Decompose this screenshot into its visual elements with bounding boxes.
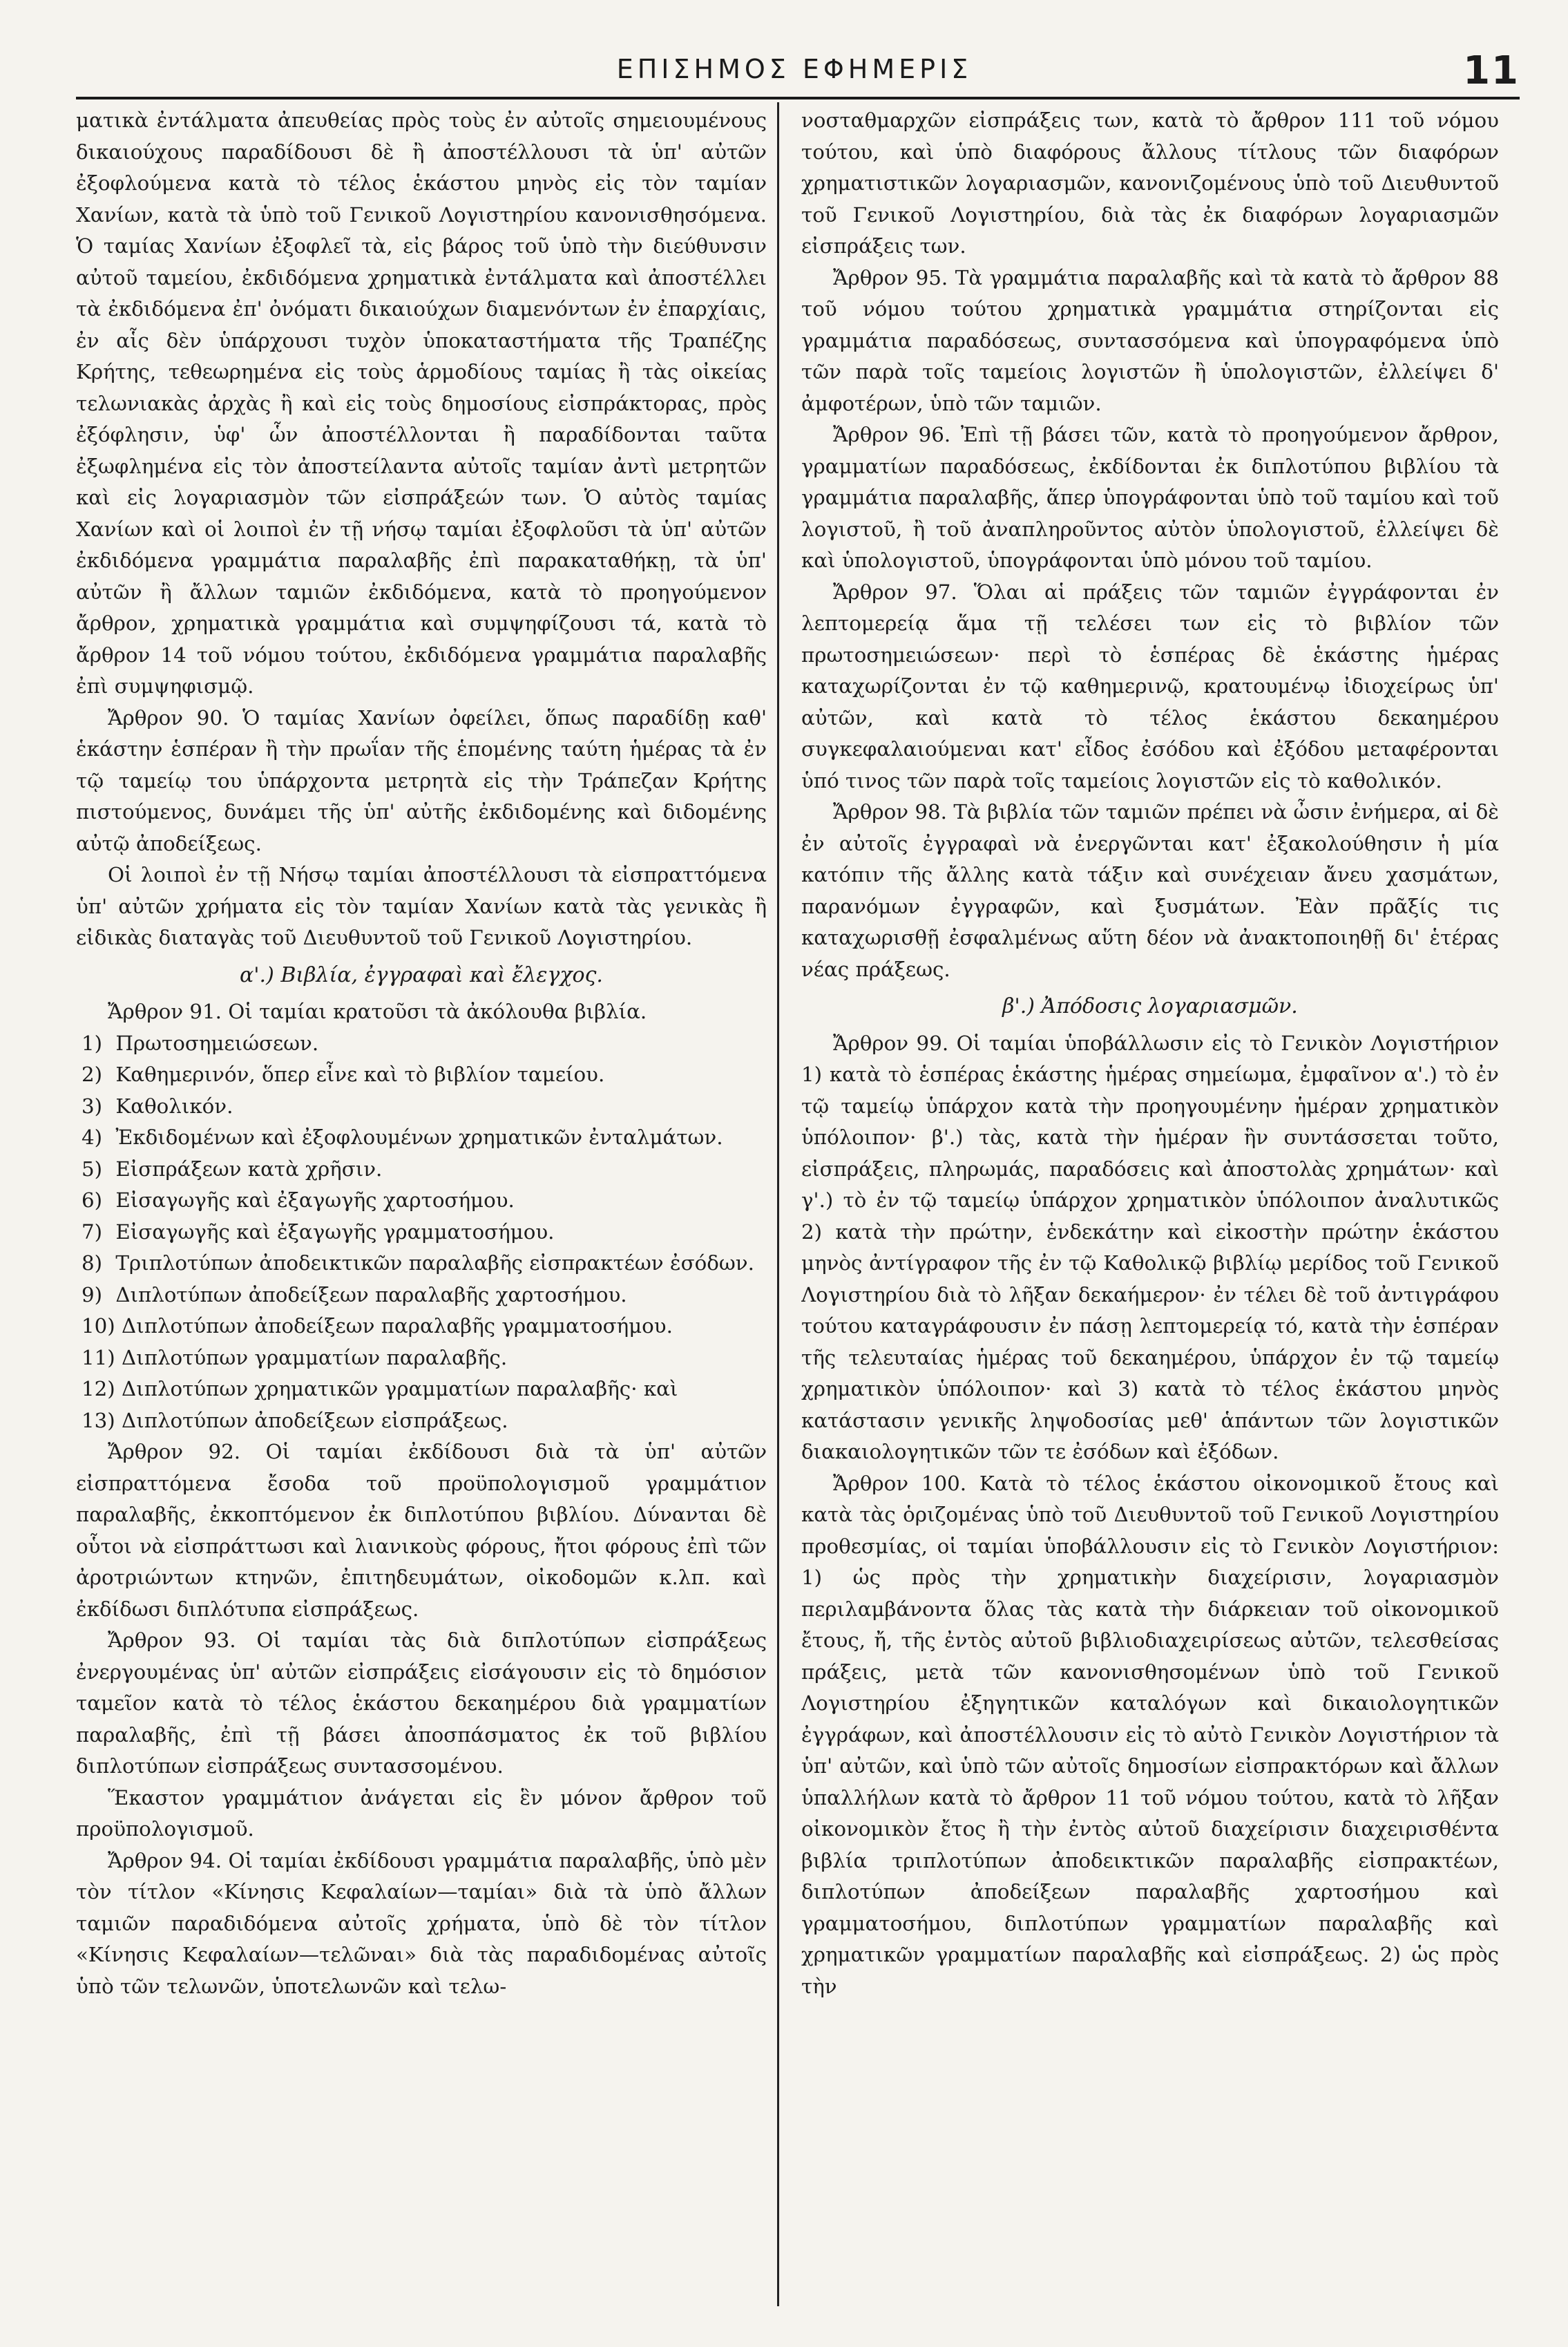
paragraph: νοσταθμαρχῶν εἰσπράξεις των, κατὰ τὸ ἄρθρον 111 τοῦ νόμου τούτου, καὶ ὑπὸ διαφόρους ἄλλους τίτλους τῶν διαφόρων χρηματιστικῶν λογαριασμῶν, κανονιζομένους ὑπὸ τοῦ Διευθυντοῦ τοῦ Γενικοῦ Λογιστηρίου, διὰ τὰς ἐκ διαφόρων λογαριασμῶν εἰσπράξεις των.: [801, 108, 1499, 258]
paragraph: Οἱ λοιποὶ ἐν τῇ Νήσῳ ταμίαι ἀποστέλλουσι τὰ εἰσπραττόμενα ὑπ' αὐτῶν χρήματα εἰς τὸν ταμίαν Χανίων κατὰ τὰς γενικὰς ἢ εἰδικὰς διαταγὰς τοῦ Διευθυντοῦ τοῦ Γενικοῦ Λογιστηρίου.: [76, 863, 767, 949]
list-item: 11) Διπλοτύπων γραμματίων παραλαβῆς.: [82, 1345, 508, 1369]
list-item: 8) Τριπλοτύπων ἀποδεικτικῶν παραλαβῆς εἰσπρακτέων ἐσόδων.: [82, 1251, 754, 1275]
books-list: [76, 1028, 767, 1437]
article-98: Ἄρθρον 98. Τὰ βιβλία τῶν ταμιῶν πρέπει νὰ ὦσιν ἐνήμερα, αἱ δὲ ἐν αὐτοῖς ἐγγραφαὶ νὰ ἐνεργῶνται κατ' ἐξακολούθησιν ἡ μία κατόπιν τῆς ἄλλης κατὰ τάξιν καὶ συνέχειαν ἄνευ χασμάτων, παρανόμων ἐγγραφῶν, καὶ ξυσμάτων. Ἐὰν πρᾶξίς τις καταχωρισθῇ ἐσφαλμένως αὕτη δέον νὰ ἀνακτοποιηθῇ δι' ἑτέρας νέας πράξεως.: [801, 800, 1499, 981]
list-item: 10) Διπλοτύπων ἀποδείξεων παραλαβῆς γραμματοσήμου.: [82, 1314, 673, 1338]
newspaper-title: ΕΠΙΣΗΜΟΣ ΕΦΗΜΕΡΙΣ: [616, 54, 973, 84]
right-column: [801, 105, 1499, 2302]
list-item: 1) Πρωτοσημειώσεων.: [82, 1031, 319, 1055]
list-item: 4) Ἐκδιδομένων καὶ ἐξοφλουμένων χρηματικῶν ἐνταλμάτων.: [82, 1125, 723, 1149]
article-99: Ἄρθρον 99. Οἱ ταμίαι ὑποβάλλωσιν εἰς τὸ Γενικὸν Λογιστήριον 1) κατὰ τὸ ἑσπέρας ἑκάστης ἡμέρας σημείωμα, ἐμφαῖνον α'.) τὸ ἐν τῷ ταμείῳ ὑπάρχον κατὰ τὴν προηγουμένην ἡμέραν χρηματικὸν ὑπόλοιπον· β'.) τὰς, κατὰ τὴν ἡμέραν ἣν συντάσσεται τοῦτο, εἰσπράξεις, πληρωμάς, παραδόσεις καὶ ἀποστολὰς χρημάτων· καὶ γ'.) τὸ ἐν τῷ ταμείῳ ὑπάρχον χρηματικὸν ὑπόλοιπον ἀναλυτικῶς 2) κατὰ τὴν πρώτην, ἑνδεκάτην καὶ εἰκοστὴν πρώτην ἑκάστου μηνὸς ἀντίγραφον τῆς ἐν τῷ Καθολικῷ βιβλίῳ μερίδος τοῦ Γενικοῦ Λογιστηρίου διὰ τὸ λῆξαν δεκαήμερον· ἐν τέλει δὲ τοῦ ἀντιγράφου τούτου καταγράφουσιν ἐν πάσῃ λεπτομερείᾳ τό, κατὰ τὴν ἑσπέραν τῆς τελευταίας ἡμέρας τοῦ δεκαημέρου, ὑπάρχον ἐν τῷ ταμείῳ χρηματικὸν ὑπόλοιπον· καὶ 3) κατὰ τὸ τέλος ἑκάστου μηνὸς κατάστασιν γενικῆς ληψοδοσίας μεθ' ἁπάντων τῶν λογιστικῶν διακαιολογητικῶν τῶν τε ἐσόδων καὶ ἐξόδων.: [801, 1031, 1499, 1463]
article-90: Ἄρθρον 90. Ὁ ταμίας Χανίων ὀφείλει, ὅπως παραδίδῃ καθ' ἑκάστην ἑσπέραν ἢ τὴν πρωΐαν τῆς ἑπομένης ταύτη ἡμέρας τὰ ἐν τῷ ταμείῳ του ὑπάρχοντα μετρητὰ εἰς τὴν Τράπεζαν Κρήτης πιστούμενος, δυνάμει τῆς ὑπ' αὐτῆς ἐκδιδομένης καὶ διδομένης αὐτῷ ἀποδείξεως.: [76, 705, 767, 855]
page-header: [69, 48, 1520, 94]
paragraph: Ἕκαστον γραμμάτιον ἀνάγεται εἰς ἓν μόνον ἄρθρον τοῦ προϋπολογισμοῦ.: [76, 1785, 767, 1841]
article-91: Ἄρθρον 91. Οἱ ταμίαι κρατοῦσι τὰ ἀκόλουθα βιβλία.: [108, 1000, 647, 1023]
article-94: Ἄρθρον 94. Οἱ ταμίαι ἐκδίδουσι γραμμάτια παραλαβῆς, ὑπὸ μὲν τὸν τίτλον «Κίνησις Κεφαλαίων—ταμίαι» διὰ τὰ ὑπὸ ἄλλων ταμιῶν παραδιδόμενα αὐτοῖς χρήματα, ὑπὸ δὲ τὸν τίτλον «Κίνησις Κεφαλαίων—τελῶναι» διὰ τὰς παραδιδομένας αὐτοῖς ὑπὸ τῶν τελωνῶν, ὑποτελωνῶν καὶ τελω-: [76, 1848, 767, 1998]
header-rule: [76, 97, 1520, 99]
list-item: 9) Διπλοτύπων ἀποδείξεων παραλαβῆς χαρτοσήμου.: [82, 1282, 627, 1306]
list-item: 3) Καθολικόν.: [82, 1094, 233, 1118]
section-heading-accounts: β'.) Ἀπόδοσις λογαριασμῶν.: [1002, 994, 1298, 1018]
article-100: Ἄρθρον 100. Κατὰ τὸ τέλος ἑκάστου οἰκονομικοῦ ἔτους καὶ κατὰ τὰς ὁριζομένας ὑπὸ τοῦ Διευθυντοῦ τοῦ Γενικοῦ Λογιστηρίου προθεσμίας, οἱ ταμίαι ὑποβάλλουσιν εἰς τὸ Γενικὸν Λογιστήριον: 1) ὡς πρὸς τὴν χρηματικὴν διαχείρισιν, λογαριασμὸν περιλαμβάνοντα ὅλας τὰς κατὰ τὴν διάρκειαν τοῦ οἰκονομικοῦ ἔτους, ἤ, τῆς ἐντὸς αὐτοῦ βιβλιοδιαχειρίσεως αὐτῶν, τελεσθείσας πράξεις, μετὰ τῶν κανονισθησομένων ὑπὸ τοῦ Γενικοῦ Λογιστηρίου ἐξηγητικῶν καταλόγων καὶ δικαιολογητικῶν ἐγγράφων, καὶ ἀποστέλλουσιν εἰς τὸ αὐτὸ Γενικὸν Λογιστήριον τὰ ὑπ' αὐτῶν, καὶ ὑπὸ τῶν αὐτοῖς δημοσίων εἰσπρακτόρων καὶ ἄλλων ὑπαλλήλων κατὰ τὸ ἄρθρον 11 τοῦ νόμου τούτου, κατὰ τὸ λῆξαν οἰκονομικὸν ἔτος ἢ τὴν ἐντὸς αὐτοῦ διαχείρισιν διαχειρισθέντα βιβλία τριπλοτύπων ἀποδεικτικῶν παραλαβῆς εἰσπρακτέων, διπλοτύπων ἀποδείξεων παραλαβῆς χαρτοσήμου καὶ γραμματοσήμου, διπλοτύπων γραμματίων παραλαβῆς καὶ χρηματικῶν γραμματίων παραλαβῆς καὶ εἰσπράξεως. 2) ὡς πρὸς τὴν: [801, 1471, 1499, 1998]
list-item: 12) Διπλοτύπων χρηματικῶν γραμματίων παραλαβῆς· καὶ: [82, 1377, 678, 1400]
paragraph: ματικὰ ἐντάλματα ἀπευθείας πρὸς τοὺς ἐν αὐτοῖς σημειουμένους δικαιούχους παραδίδουσι δὲ ἢ ἀποστέλλουσι τὰ ὑπ' αὐτῶν ἐξοφλούμενα κατὰ τὸ τέλος ἑκάστου μηνὸς εἰς τὸν ταμίαν Χανίων, κατὰ τὰ ὑπὸ τοῦ Γενικοῦ Λογιστηρίου κανονισθησόμενα. Ὁ ταμίας Χανίων ἐξοφλεῖ τὰ, εἰς βάρος τοῦ ὑπὸ τὴν διεύθυνσιν αὐτοῦ ταμείου, ἐκδιδόμενα χρηματικὰ ἐντάλματα καὶ ἀποστέλλει τὰ ἐκδιδόμενα ἐπ' ὀνόματι δικαιούχων διαμενόντων ἐν ἐπαρχίαις, ἐν αἷς δὲν ὑπάρχουσι τυχὸν ὑποκαταστήματα τῆς Τραπέζης Κρήτης, τεθεωρημένα εἰς τοὺς ἁρμοδίους ταμίας ἢ τὰς οἰκείας τελωνιακὰς ἀρχὰς ἢ καὶ εἰς τοὺς δημοσίους εἰσπράκτορας, πρὸς ἐξόφλησιν, ὑφ' ὧν ἀποστέλλονται ἢ παραδίδονται ταῦτα ἐξωφλημένα εἰς τὸν ἀποστείλαντα αὐτοῖς ταμίαν ἀντὶ μετρητῶν καὶ εἰς λογαριασμὸν τῶν εἰσπράξεών των. Ὁ αὐτὸς ταμίας Χανίων καὶ οἱ λοιποὶ ἐν τῇ νήσῳ ταμίαι ἐξοφλοῦσι τὰ ὑπ' αὐτῶν ἐκδιδόμενα γραμμάτια παραλαβῆς ἐπὶ παρακαταθήκῃ, τὰ ὑπ' αὐτῶν ἢ ἄλλων ταμιῶν ἐκδιδόμενα, κατὰ τὸ προηγούμενον ἄρθρον, χρηματικὰ γραμμάτια καὶ συμψηφίζουσι τά, κατὰ τὸ ἄρθρον 14 τοῦ νόμου τούτου, ἐκδιδόμενα γραμμάτια παραλαβῆς ἐπὶ συμψηφισμῷ.: [76, 108, 767, 698]
list-item: 7) Εἰσαγωγῆς καὶ ἐξαγωγῆς γραμματοσήμου.: [82, 1219, 555, 1244]
section-heading-books: α'.) Βιβλία, ἐγγραφαὶ καὶ ἔλεγχος.: [240, 962, 603, 987]
list-item: 6) Εἰσαγωγῆς καὶ ἐξαγωγῆς χαρτοσήμου.: [82, 1188, 515, 1212]
list-item: 13) Διπλοτύπων ἀποδείξεων εἰσπράξεως.: [82, 1408, 508, 1432]
article-95: Ἄρθρον 95. Τὰ γραμμάτια παραλαβῆς καὶ τὰ κατὰ τὸ ἄρθρον 88 τοῦ νόμου τούτου χρηματικὰ γραμμάτια στηρίζονται εἰς γραμμάτια παραδόσεως, συντασσόμενα καὶ ὑπογραφόμενα ὑπὸ τῶν παρὰ τοῖς ταμείοις λογιστῶν ἢ ὑπολογιστῶν, ἐλλείψει δ' ἀμφοτέρων, ὑπὸ τῶν ταμιῶν.: [801, 265, 1499, 415]
article-96: Ἄρθρον 96. Ἐπὶ τῇ βάσει τῶν, κατὰ τὸ προηγούμενον ἄρθρον, γραμματίων παραδόσεως, ἐκδίδονται ἐκ διπλοτύπου βιβλίου τὰ γραμμάτια παραλαβῆς, ἅπερ ὑπογράφονται ὑπὸ τοῦ ταμίου καὶ τοῦ λογιστοῦ, ἢ τοῦ ἀναπληροῦντος αὐτὸν ὑπολογιστοῦ, ἐλλείψει δὲ καὶ ὑπολογιστοῦ, ὑπογράφονται ὑπὸ μόνου τοῦ ταμίου.: [801, 423, 1499, 572]
article-97: Ἄρθρον 97. Ὅλαι αἱ πράξεις τῶν ταμιῶν ἐγγράφονται ἐν λεπτομερείᾳ ἅμα τῇ τελέσει των εἰς τὸ βιβλίον τῶν πρωτοσημειώσεων· περὶ τὸ ἑσπέρας δὲ ἑκάστης ἡμέρας καταχωρίζονται ἐν τῷ καθημερινῷ, κρατουμένῳ ἰδιοχείρως ὑπ' αὐτῶν, καὶ κατὰ τὸ τέλος ἑκάστου δεκαημέρου συγκεφαλαιούμεναι κατ' εἶδος ἐσόδου καὶ ἐξόδου μεταφέρονται ὑπό τινος τῶν παρὰ τοῖς ταμείοις λογιστῶν εἰς τὸ καθολικόν.: [801, 580, 1499, 792]
article-93: Ἄρθρον 93. Οἱ ταμίαι τὰς διὰ διπλοτύπων εἰσπράξεως ἐνεργουμένας ὑπ' αὐτῶν εἰσπράξεις εἰσάγουσιν εἰς τὸ δημόσιον ταμεῖον κατὰ τὸ τέλος ἑκάστου δεκαημέρου διὰ γραμματίων παραλαβῆς, ἐπὶ τῇ βάσει ἀποσπάσματος ἐκ τοῦ βιβλίου διπλοτύπων εἰσπράξεως συντασσομένου.: [76, 1628, 767, 1778]
list-item: 2) Καθημερινόν, ὅπερ εἶνε καὶ τὸ βιβλίον ταμείου.: [82, 1063, 605, 1086]
column-divider: [777, 102, 779, 2306]
list-item: 5) Εἰσπράξεων κατὰ χρῆσιν.: [82, 1157, 383, 1181]
article-92: Ἄρθρον 92. Οἱ ταμίαι ἐκδίδουσι διὰ τὰ ὑπ' αὐτῶν εἰσπραττόμενα ἔσοδα τοῦ προϋπολογισμοῦ γραμμάτιον παραλαβῆς, ἐκκοπτόμενον ἐκ διπλοτύπου βιβλίου. Δύνανται δὲ οὗτοι νὰ εἰσπράττωσι καὶ λιανικοὺς φόρους, ἤτοι φόρους ἐπὶ τῶν ἀροτριώντων κτηνῶν, ἐπιτηδευμάτων, οἰκοδομῶν κ.λπ. καὶ ἐκδίδωσι διπλότυπα εἰσπράξεως.: [76, 1440, 767, 1621]
left-column: [76, 105, 767, 2302]
page-number: 11: [1463, 48, 1520, 93]
